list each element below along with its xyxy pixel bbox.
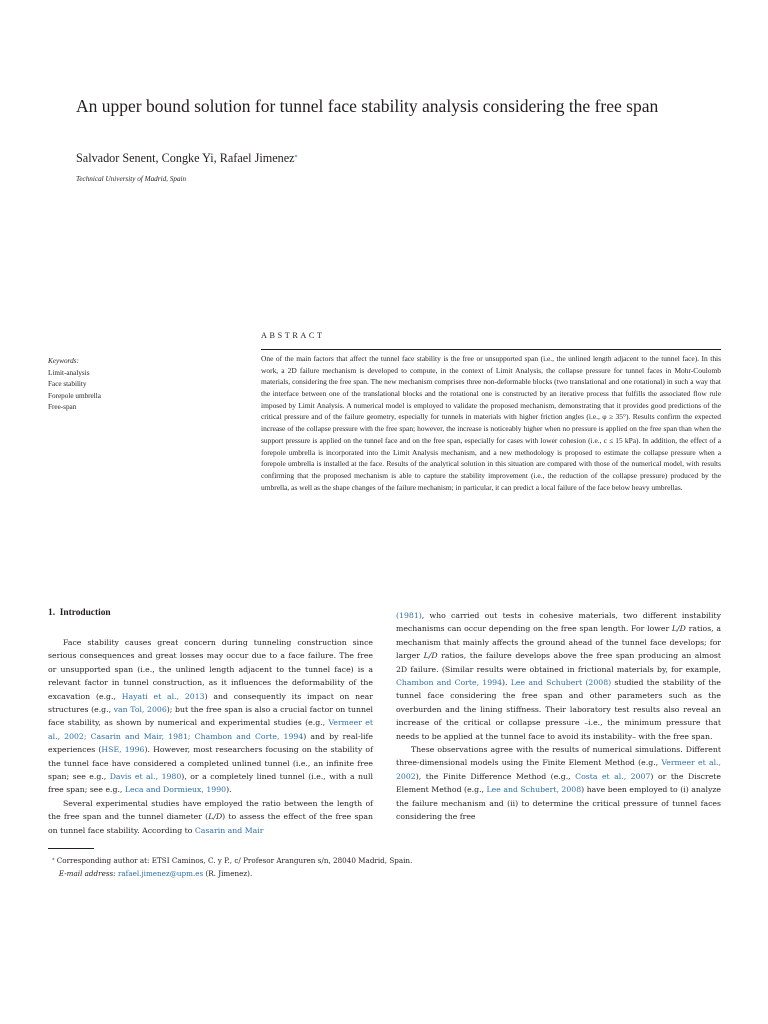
authors-names: Salvador Senent, Congke Yi, Rafael Jimenez xyxy=(76,151,295,165)
paper-title: An upper bound solution for tunnel face stability analysis considering the free span xyxy=(76,96,659,116)
footnote-divider xyxy=(48,848,94,849)
citation-link[interactable]: Lee and Schubert (2008) xyxy=(510,678,612,688)
email-label: E-mail address: xyxy=(58,869,116,878)
corresponding-author-mark[interactable]: ⁎ xyxy=(294,153,298,159)
email-link[interactable]: rafael.jimenez@upm.es xyxy=(117,869,204,878)
citation-link[interactable]: Casarin and Mair xyxy=(194,825,264,835)
section-number: 1. xyxy=(48,608,56,618)
citation-link[interactable]: Chambon and Corte, 1994 xyxy=(396,678,503,688)
keyword-item: Face stability xyxy=(48,380,87,389)
paragraph-2-start: Several experimental studies have employed the ratio between the length of the free span and the tunnel diameter (L/D) to assess the effect of the free span on tunnel face stability. According to Casarin and Mair xyxy=(48,798,373,835)
citation-link[interactable]: (1981) xyxy=(396,611,422,620)
paragraph-1: Face stability causes great concern during tunneling construction since serious consequences and great losses may occur due to a face failure. The free or unsupported span (i.e., the unlined length adjacent to the tunnel face) is a relevant factor in tunnel construction, as it influences the deformability of the excavation (e.g., Hayati et al., 2013) and consequently its impact on near structures (e.g., van Tol, 2006); but the free span is also a crucial factor on tunnel face stability, as shown by numerical and experimental studies (e.g., Vermeer et al., 2002; Casarin and Mair, 1981; Chambon and Corte, 1994) and by real-life experiences (HSE, 1996). However, most researchers focusing on the stability of the tunnel face have considered a completed unlined tunnel (i.e., an infinite free span; see e.g., Davis et al., 1980), or a completely lined tunnel (i.e., with a null free span; see e.g., Leca and Dormieux, 1990). xyxy=(48,638,374,795)
right-column xyxy=(396,609,721,824)
citation-link[interactable]: Vermeer et al., 2002; Casarin and Mair, 1981; Chambon and Corte, 1994 xyxy=(48,718,373,741)
footnote-email: E-mail address: rafael.jimenez@upm.es (R. Jimenez). xyxy=(58,869,253,878)
abstract-divider xyxy=(261,349,721,350)
footnote-mark: ⁎ xyxy=(52,856,55,862)
section-title: Introduction xyxy=(59,608,111,618)
citation-link[interactable]: Leca and Dormieux, 1990 xyxy=(124,785,227,795)
citation-link[interactable]: Davis et al., 1980 xyxy=(109,772,182,782)
section-heading xyxy=(48,608,111,618)
footnote xyxy=(52,853,412,880)
footnote-corresponding: ⁎ Corresponding author at: ETSI Caminos, C. y P., c/ Profesor Aranguren s/n, 28040 Madrid, Spain. xyxy=(52,856,413,865)
paragraph-3: These observations agree with the results of numerical simulations. Different three-dimensional models using the Finite Element Method (e.g., Vermeer et al., 2002), the Finite Difference Method (e.g., Costa et al., 2007) or the Discrete Element Method (e.g., Lee and Schubert, 2008) have been employed to (i) analyze the failure mechanism and (ii) to determine the critical pressure of tunnel faces considering the free xyxy=(396,745,722,822)
keywords-box xyxy=(48,356,228,414)
keyword-item: Free-span xyxy=(48,403,77,412)
citation-link[interactable]: Vermeer et al., 2002 xyxy=(396,758,721,781)
citation-link[interactable]: HSE, 1996 xyxy=(101,745,145,755)
citation-link[interactable]: Costa et al., 2007 xyxy=(575,771,651,781)
abstract-heading: ABSTRACT xyxy=(261,331,325,340)
keyword-item: Limit-analysis xyxy=(48,368,90,377)
citation-link[interactable]: Lee and Schubert, 2008 xyxy=(486,785,582,795)
author-list xyxy=(76,151,298,166)
abstract-text: One of the main factors that affect the tunnel face stability is the free or unsupported span (i.e., the unlined length adjacent to the tunnel face). In this work, a 2D failure mechanism is developed to compute, in the context of Limit Analysis, the collapse pressure for tunnel faces in Mohr-Coulomb materials, considering the free span. The new mechanism comprises three non-deformable blocks (two translational and one rotational) in such a way that the interface between one of the translational blocks and the rotational one is constructed by an iterative process that fulfills the associated flow rule imposed by Limit Analysis. A numerical model is employed to validate the proposed mechanism, demonstrating that it provides good predictions of the critical pressure and of the failure geometry, especially for tunnels in materials with higher friction angles (i.e., φ ≥ 35°). Results confirm the expected increase of the collapse pressure with the free span; however, the increase is noticeably higher when no pressure is applied on the free span than when the support pressure is applied on the tunnel face and on the free span, especially for cases with lower cohesion (i.e., c ≤ 15 kPa). In addition, the effect of a forepole umbrella is incorporated into the Limit Analysis mechanism, and a new methodology is proposed to estimate the collapse pressure when a forepole umbrella is installed at the face. Results of the analytical solution in this situation are compared with those of the numerical model, with results confirming that the proposed mechanism is able to capture the stability improvement (i.e., the reduction of the collapse pressure) produced by the umbrella, as well as the shape changes of the failure mechanism; in particular, it can predict a local failure of the face below heavy umbrellas. xyxy=(261,354,721,492)
left-column xyxy=(48,636,373,837)
citation-link[interactable]: van Tol, 2006 xyxy=(113,705,167,715)
paragraph-2-cont: (1981), who carried out tests in cohesive materials, two different instability mechanisms can occur depending on the free span length. For lower L/D ratios, a mechanism that mainly affects the ground ahead of the tunnel face develops; for larger L/D ratios, the failure develops above the free span producing an almost 2D failure. (Similar results were obtained in frictional materials by, for example, Chambon and Corte, 1994). Lee and Schubert (2008) studied the stability of the tunnel face considering the free span and other parameters such as the overburden and the lining stiffness. Their laboratory test results also reveal an increase of the critical or collapse pressure –i.e., the minimum pressure that needs to be applied at the tunnel face to avoid its instability– with the free span. xyxy=(396,611,721,741)
citation-link[interactable]: Hayati et al., 2013 xyxy=(121,691,205,701)
keyword-item: Forepole umbrella xyxy=(48,391,101,400)
keywords-heading: Keywords: xyxy=(48,357,79,365)
affiliation: Technical University of Madrid, Spain xyxy=(76,175,187,183)
